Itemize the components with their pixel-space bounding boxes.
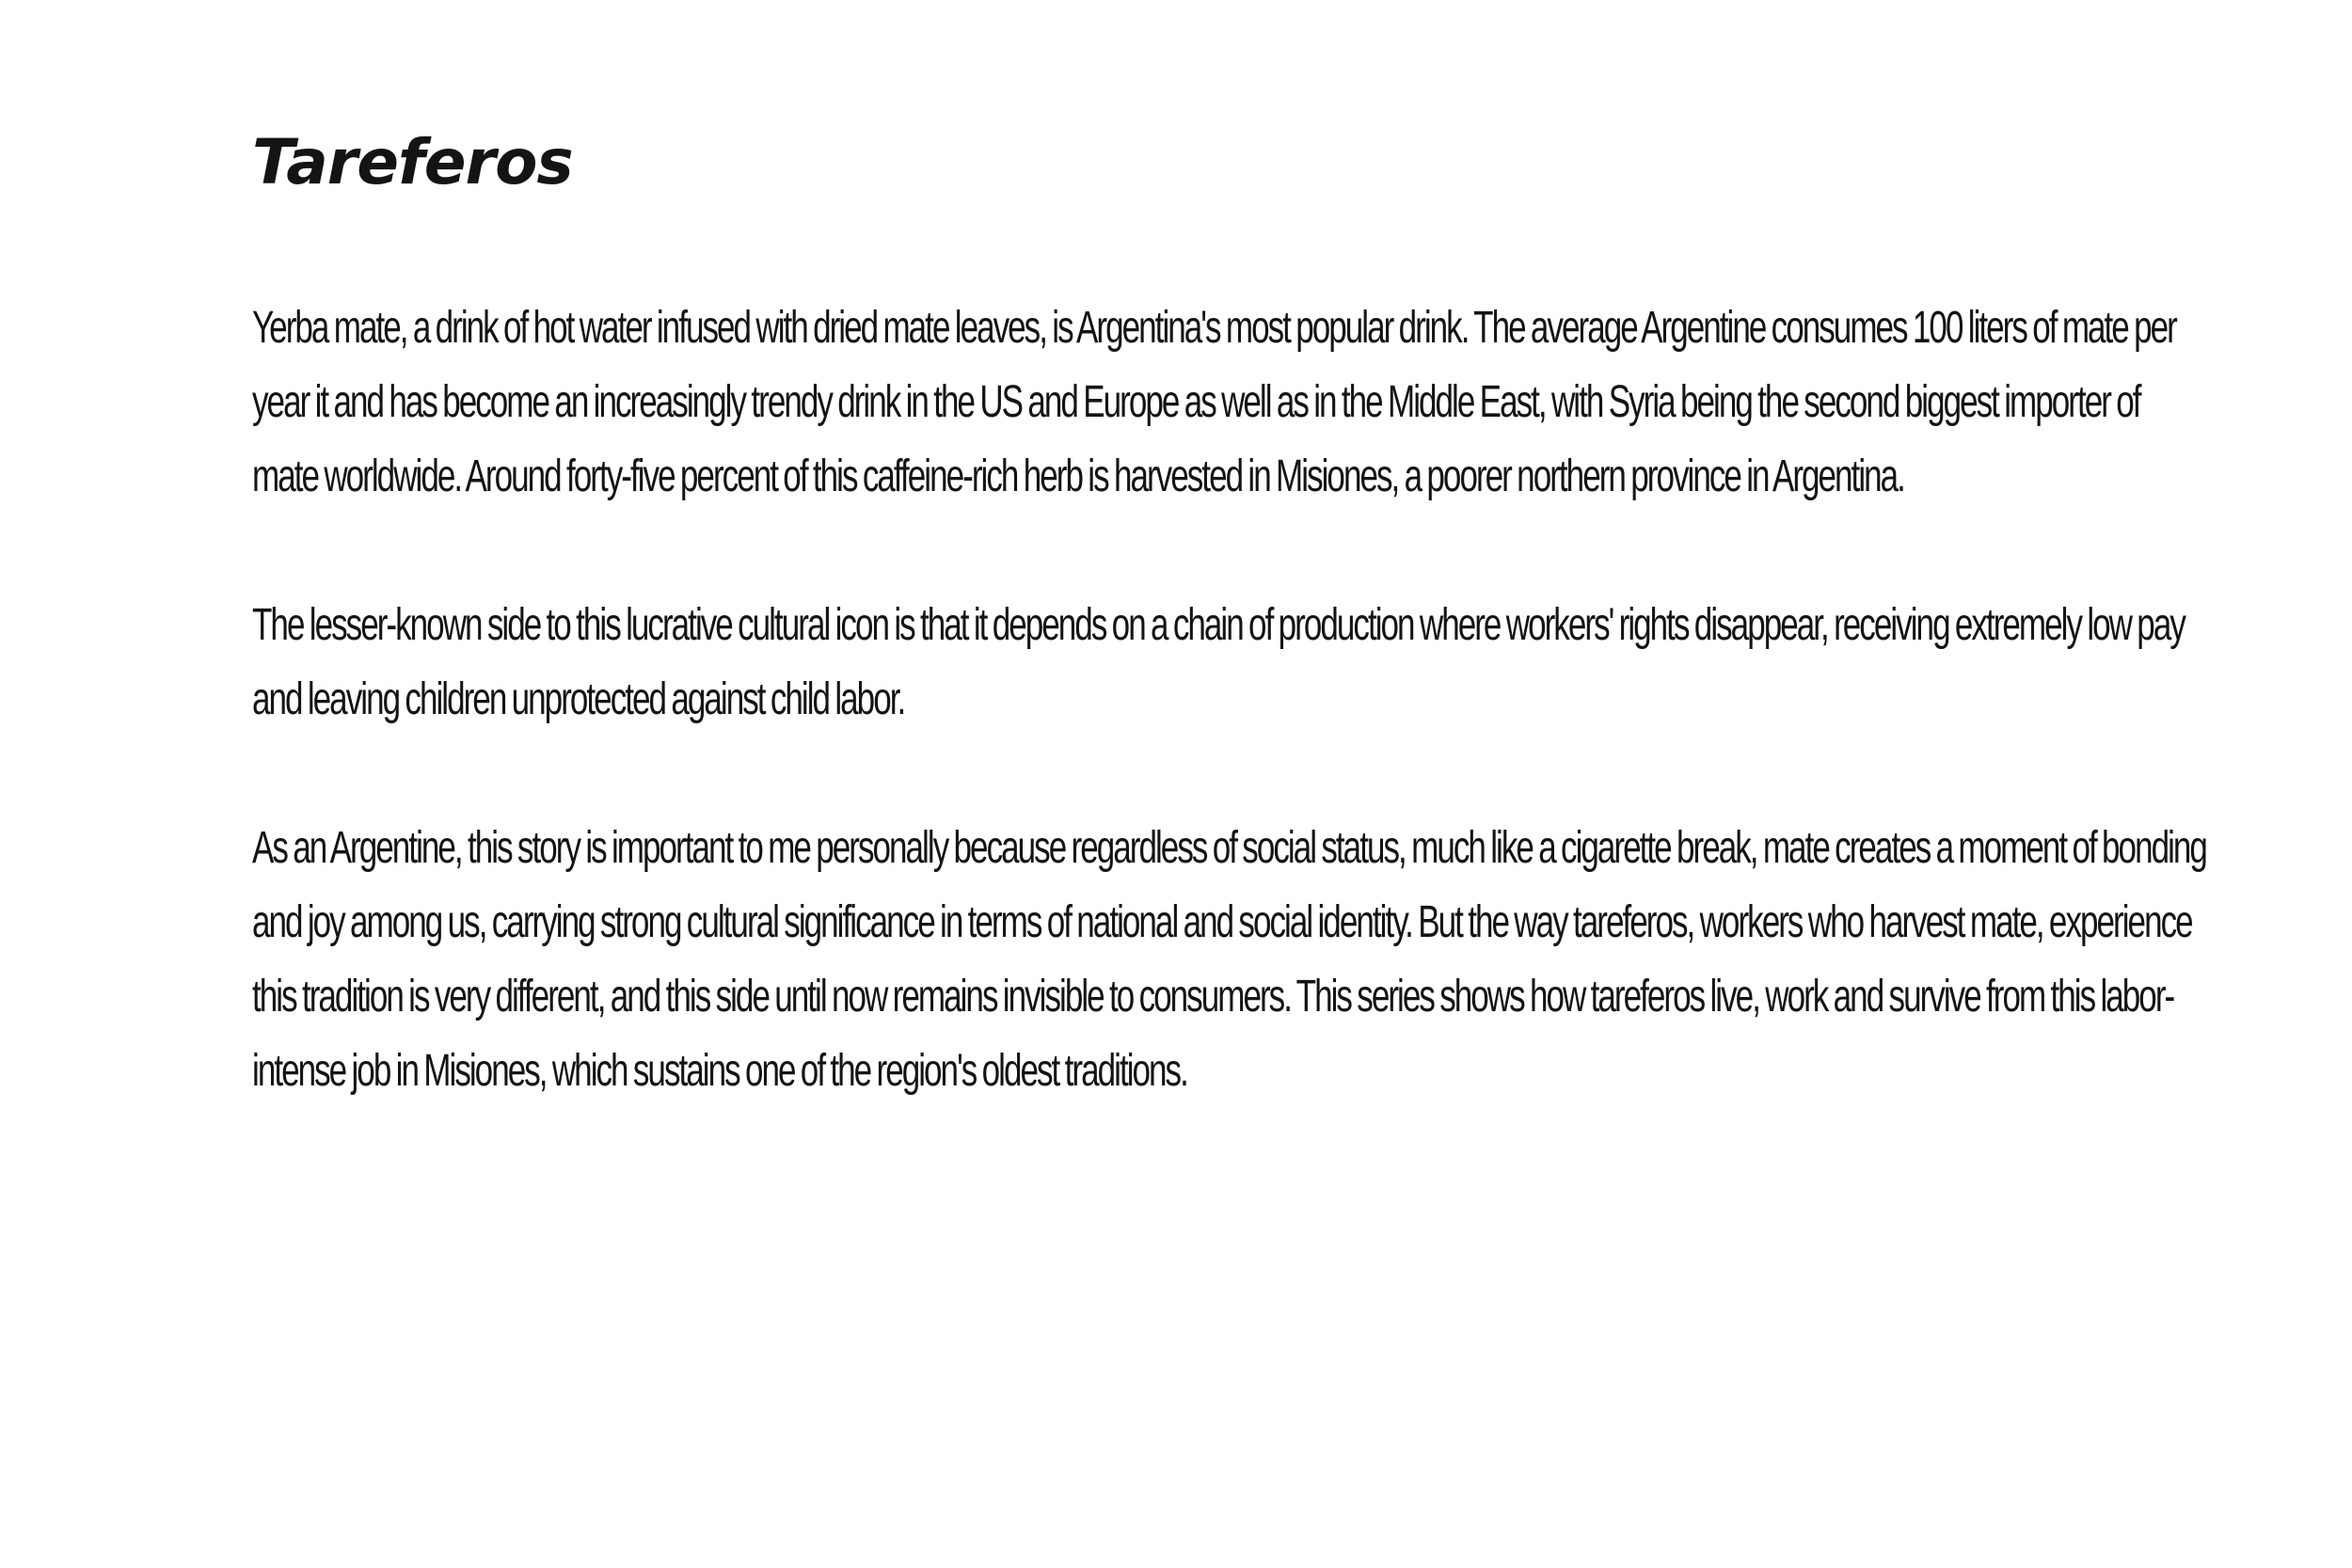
paragraph-yerba-mate-intro: Yerba mate, a drink of hot water infused with dried mate leaves, is Argentina's most popular drink. The average Argentine consumes 100 liters of mate per year it and has become an increasingly trendy drink in the US and Europe as well as in the Middle East, with Syria being the second biggest importer of mate worldwide. Around forty-five percent of this caffeine-rich herb is harvested in Misiones, a poorer northern province in Argentina. [252,303,2176,501]
paragraph-personal-significance: As an Argentine, this story is important to me personally because regardless of social status, much like a cigarette break, mate creates a moment of bonding and joy among us, carrying strong cultural significance in terms of national and social identity. But the way tareferos, workers who harvest mate, experience this tradition is very different, and this side until now remains invisible to consumers. This series shows how tareferos live, work and survive from this labor-intense job in Misiones, which sustains one of the region's oldest traditions. [252,823,2206,1096]
document-content [252,120,2209,1108]
document-title: Tareferos [252,126,573,198]
paragraph-labor-conditions: The lesser-known side to this lucrative cultural icon is that it depends on a chain of production where workers' rights disappear, receiving extremely low pay and leaving children unprotected against child labor. [252,600,2185,724]
